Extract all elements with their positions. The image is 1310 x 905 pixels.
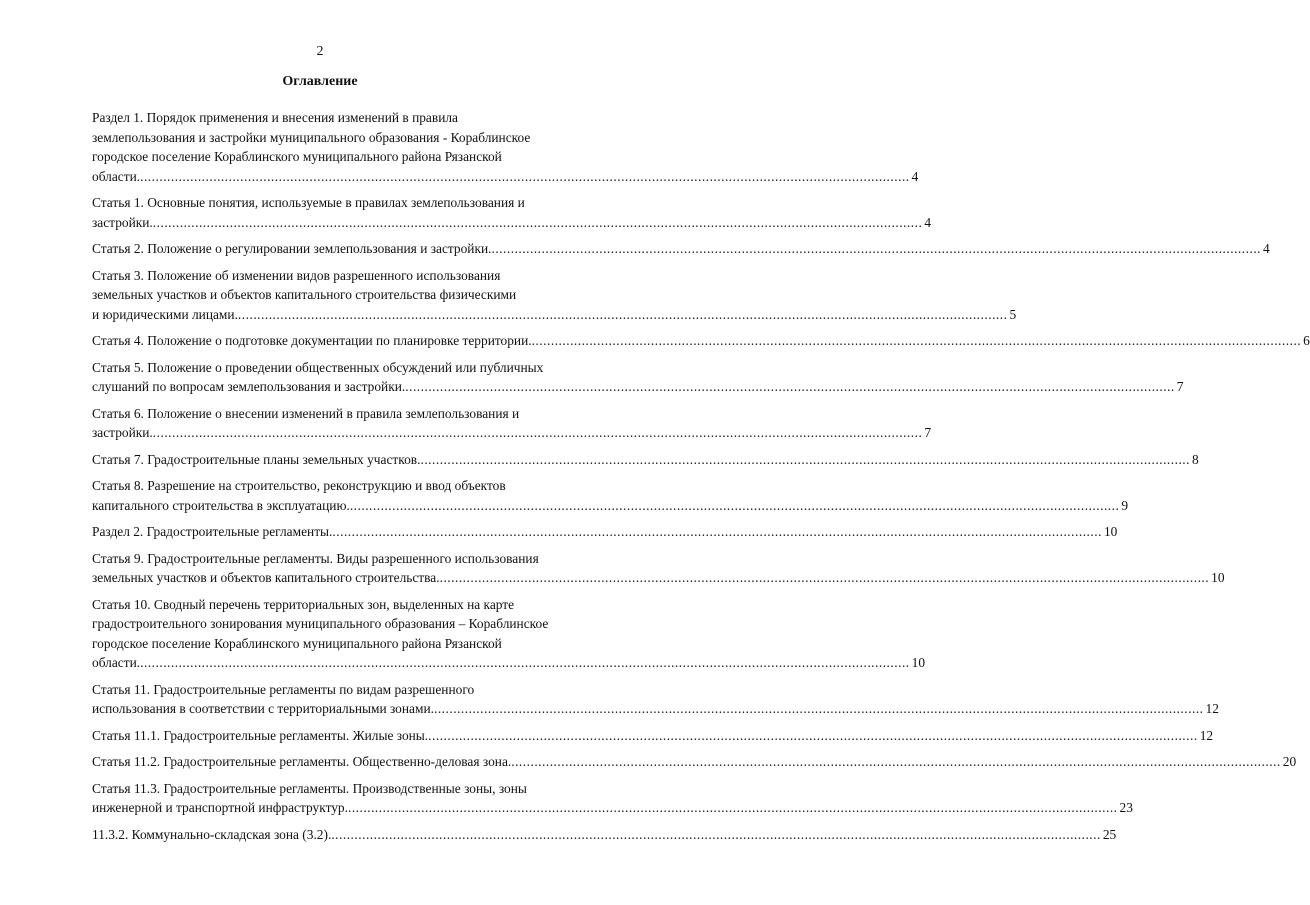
toc-entry-last-line	[92, 377, 1184, 397]
toc-entry-page-number: 23	[1119, 800, 1133, 815]
toc-entry[interactable]	[92, 549, 1225, 588]
toc-entry-text: инженерной и транспортной инфраструктур.	[92, 800, 348, 815]
toc-entry[interactable]	[92, 752, 1297, 772]
dot-leader: ........................................................................................................................................................................................................	[531, 333, 1302, 348]
toc-entry-text: Статья 11.1. Градостроительные регламенты. Жилые зоны.	[92, 727, 429, 743]
toc-entry-last-line	[92, 752, 1297, 772]
toc-entry-text: Статья 4. Положение о подготовке документации по планировке территории.	[92, 333, 532, 348]
toc-entry[interactable]	[92, 522, 1118, 542]
toc-entry-page-number: 10	[1103, 524, 1118, 539]
dot-leader: ........................................................................................................................................................................................................	[140, 168, 910, 184]
dot-leader: ........................................................................................................................................................................................................	[152, 214, 923, 230]
toc-entry-line: Раздел 1. Порядок применения и внесения изменений в правила	[92, 110, 458, 125]
toc-entry-line: Статья 10. Сводный перечень территориальных зон, выделенных на карте	[92, 596, 515, 612]
toc-entry-text: использования в соответствии с территориальными зонами.	[92, 701, 434, 716]
toc-entry-line: Статья 3. Положение об изменении видов разрешенного использования	[92, 267, 501, 283]
toc-entry-page-number: 20	[1282, 754, 1297, 769]
toc-entry-last-line	[92, 568, 1225, 588]
toc-entry-last-line	[92, 239, 1270, 259]
toc-entry-page-number: 4	[1263, 241, 1270, 256]
toc-entry-page-number: 6	[1303, 333, 1310, 348]
toc-entry[interactable]	[92, 779, 1133, 818]
toc-entry-text: Раздел 2. Градостроительные регламенты.	[92, 524, 333, 539]
toc-entry-text: застройки.	[92, 214, 153, 230]
dot-leader: ........................................................................................................................................................................................................	[349, 497, 1120, 513]
toc-entry-text: и юридическими лицами.	[92, 306, 238, 322]
dot-leader: ........................................................................................................................................................................................................	[405, 379, 1175, 394]
toc-entry-line: земельных участков и объектов капитального строительства физическими	[92, 287, 517, 302]
toc-entry-page-number: 5	[1009, 306, 1017, 322]
toc-entry-last-line	[92, 653, 926, 673]
dot-leader: ........................................................................................................................................................................................................	[237, 306, 1008, 322]
toc-entry-last-line	[92, 213, 932, 233]
toc-entry[interactable]	[92, 108, 919, 186]
toc-entry-text: земельных участков и объектов капитального строительства.	[92, 570, 440, 585]
toc-entry-line: Статья 11.3. Градостроительные регламенты. Производственные зоны, зоны	[92, 780, 527, 796]
toc-entry-page-number: 9	[1121, 497, 1129, 513]
toc-entry-text: капитального строительства в эксплуатацию.	[92, 497, 350, 513]
toc-entry-line: градостроительного зонирования муниципального образования – Кораблинское	[92, 616, 549, 631]
toc-entry-last-line	[92, 331, 1310, 351]
toc-entry-line: городское поселение Кораблинского муниципального района Рязанской	[92, 149, 502, 164]
toc-entry-last-line	[92, 450, 1199, 470]
toc-entry-line: городское поселение Кораблинского муниципального района Рязанской	[92, 635, 502, 651]
toc-entry[interactable]	[92, 680, 1219, 719]
toc-entry[interactable]	[92, 825, 1117, 845]
toc-entry-text: застройки.	[92, 425, 153, 440]
dot-leader: ........................................................................................................................................................................................................	[491, 241, 1262, 256]
toc-entry-last-line	[92, 423, 932, 443]
table-of-contents	[92, 108, 1310, 851]
dot-leader: ........................................................................................................................................................................................................	[332, 524, 1102, 539]
dot-leader: ........................................................................................................................................................................................................	[331, 826, 1101, 842]
toc-entry[interactable]	[92, 726, 1214, 746]
dot-leader: ........................................................................................................................................................................................................	[433, 701, 1204, 716]
toc-entry-last-line	[92, 798, 1133, 818]
page-number: 2	[316, 44, 324, 59]
toc-entry-page-number: 10	[1211, 570, 1225, 585]
toc-entry-last-line	[92, 496, 1129, 516]
toc-entry[interactable]	[92, 331, 1310, 351]
toc-entry-last-line	[92, 699, 1219, 719]
toc-entry[interactable]	[92, 239, 1270, 259]
toc-entry[interactable]	[92, 193, 932, 232]
toc-entry-line: Статья 1. Основные понятия, используемые в правилах землепользования и	[92, 195, 525, 210]
toc-entry-page-number: 8	[1192, 451, 1199, 467]
toc-entry-last-line	[92, 167, 919, 187]
toc-entry-page-number: 25	[1102, 826, 1117, 842]
toc-entry-last-line	[92, 522, 1118, 542]
dot-leader: ........................................................................................................................................................................................................	[420, 451, 1190, 467]
dot-leader: ........................................................................................................................................................................................................	[347, 800, 1118, 815]
dot-leader: ........................................................................................................................................................................................................	[140, 655, 910, 670]
toc-entry-page-number: 4	[924, 214, 932, 230]
toc-entry-text: Статья 2. Положение о регулировании землепользования и застройки.	[92, 241, 492, 256]
toc-entry-page-number: 4	[911, 168, 919, 184]
toc-entry-text: области.	[92, 168, 141, 184]
toc-entry-line: Статья 5. Положение о проведении общественных обсуждений или публичных	[92, 359, 544, 375]
toc-entry-last-line	[92, 305, 1017, 325]
toc-entry[interactable]	[92, 358, 1184, 397]
toc-entry-text: области.	[92, 655, 141, 670]
toc-entry-line: Статья 9. Градостроительные регламенты. Виды разрешенного использования	[92, 550, 539, 566]
toc-entry-page-number: 7	[1176, 379, 1184, 394]
toc-entry-line: Статья 8. Разрешение на строительство, реконструкцию и ввод объектов	[92, 478, 506, 493]
toc-entry-text: 11.3.2. Коммунально-складская зона (3.2).	[92, 826, 332, 842]
toc-entry[interactable]	[92, 595, 926, 673]
dot-leader: ........................................................................................................................................................................................................	[152, 425, 923, 440]
toc-entry-text: Статья 11.2. Градостроительные регламенты. Общественно-деловая зона.	[92, 754, 512, 769]
toc-entry[interactable]	[92, 450, 1199, 470]
toc-entry-last-line	[92, 726, 1214, 746]
toc-entry[interactable]	[92, 266, 1017, 325]
toc-entry-text: слушаний по вопросам землепользования и застройки.	[92, 379, 406, 394]
toc-entry-page-number: 12	[1205, 701, 1219, 716]
toc-entry-line: землепользования и застройки муниципального образования - Кораблинское	[92, 129, 531, 145]
toc-entry[interactable]	[92, 476, 1129, 515]
dot-leader: ........................................................................................................................................................................................................	[439, 570, 1210, 585]
toc-entry-page-number: 7	[924, 425, 932, 440]
toc-entry-text: Статья 7. Градостроительные планы земельных участков.	[92, 451, 421, 467]
dot-leader: ........................................................................................................................................................................................................	[511, 754, 1281, 769]
toc-entry-last-line	[92, 825, 1117, 845]
dot-leader: ........................................................................................................................................................................................................	[428, 727, 1198, 743]
toc-title: Оглавление	[282, 74, 358, 89]
toc-entry-line: Статья 11. Градостроительные регламенты по видам разрешенного	[92, 681, 475, 697]
toc-entry-line: Статья 6. Положение о внесении изменений в правила землепользования и	[92, 405, 520, 421]
toc-entry-page-number: 10	[911, 655, 926, 670]
toc-entry-page-number: 12	[1199, 727, 1214, 743]
toc-entry[interactable]	[92, 404, 932, 443]
